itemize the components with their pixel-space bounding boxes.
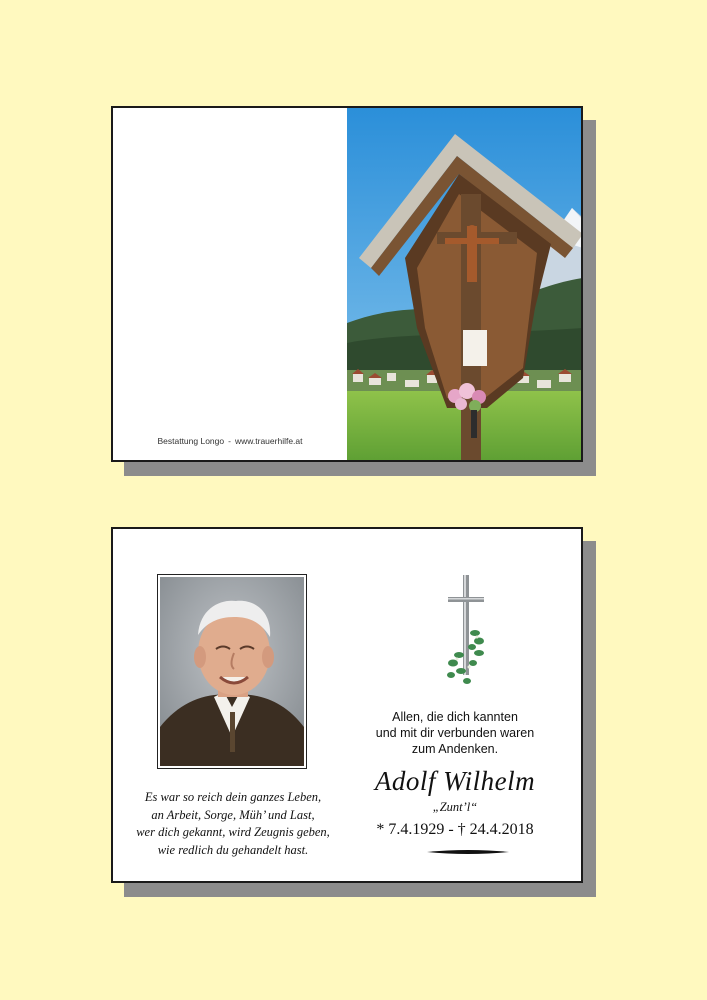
- poem-line: wie redlich du gehandelt hast.: [157, 842, 309, 857]
- credit-company: Bestattung Longo: [157, 436, 225, 446]
- birth-date: * 7.4.1929: [376, 821, 445, 838]
- funeral-home-credit: [113, 436, 347, 446]
- poem-line: an Arbeit, Sorge, Müh’ und Last,: [151, 807, 315, 822]
- inner-card: [111, 527, 583, 883]
- poem-line: wer dich gekannt, wird Zeugnis geben,: [136, 825, 330, 839]
- dedication-line: Allen, die dich kannten: [392, 710, 518, 724]
- portrait-photo: [160, 577, 304, 766]
- dedication-line: zum Andenken.: [411, 742, 499, 756]
- ornamental-divider: [427, 849, 509, 855]
- life-dates: [349, 821, 561, 839]
- credit-website: www.trauerhilfe.at: [234, 436, 303, 446]
- death-date: † 24.4.2018: [457, 821, 534, 838]
- memorial-poem: [123, 789, 343, 859]
- credit-separator: -: [228, 436, 231, 446]
- portrait-photo-frame: [157, 574, 307, 769]
- poem-line: Es war so reich dein ganzes Leben,: [144, 790, 322, 804]
- deceased-name: Adolf Wilhelm: [374, 766, 536, 796]
- wayside-cross-photo: [347, 108, 583, 460]
- dedication-line: und mit dir verbunden waren: [375, 726, 535, 740]
- front-card: [111, 106, 583, 462]
- dedication-text: [349, 709, 561, 757]
- deceased-nickname: „Zunt’l“: [432, 800, 478, 814]
- date-separator: -: [448, 821, 454, 838]
- cross-with-ivy-icon: [439, 575, 495, 691]
